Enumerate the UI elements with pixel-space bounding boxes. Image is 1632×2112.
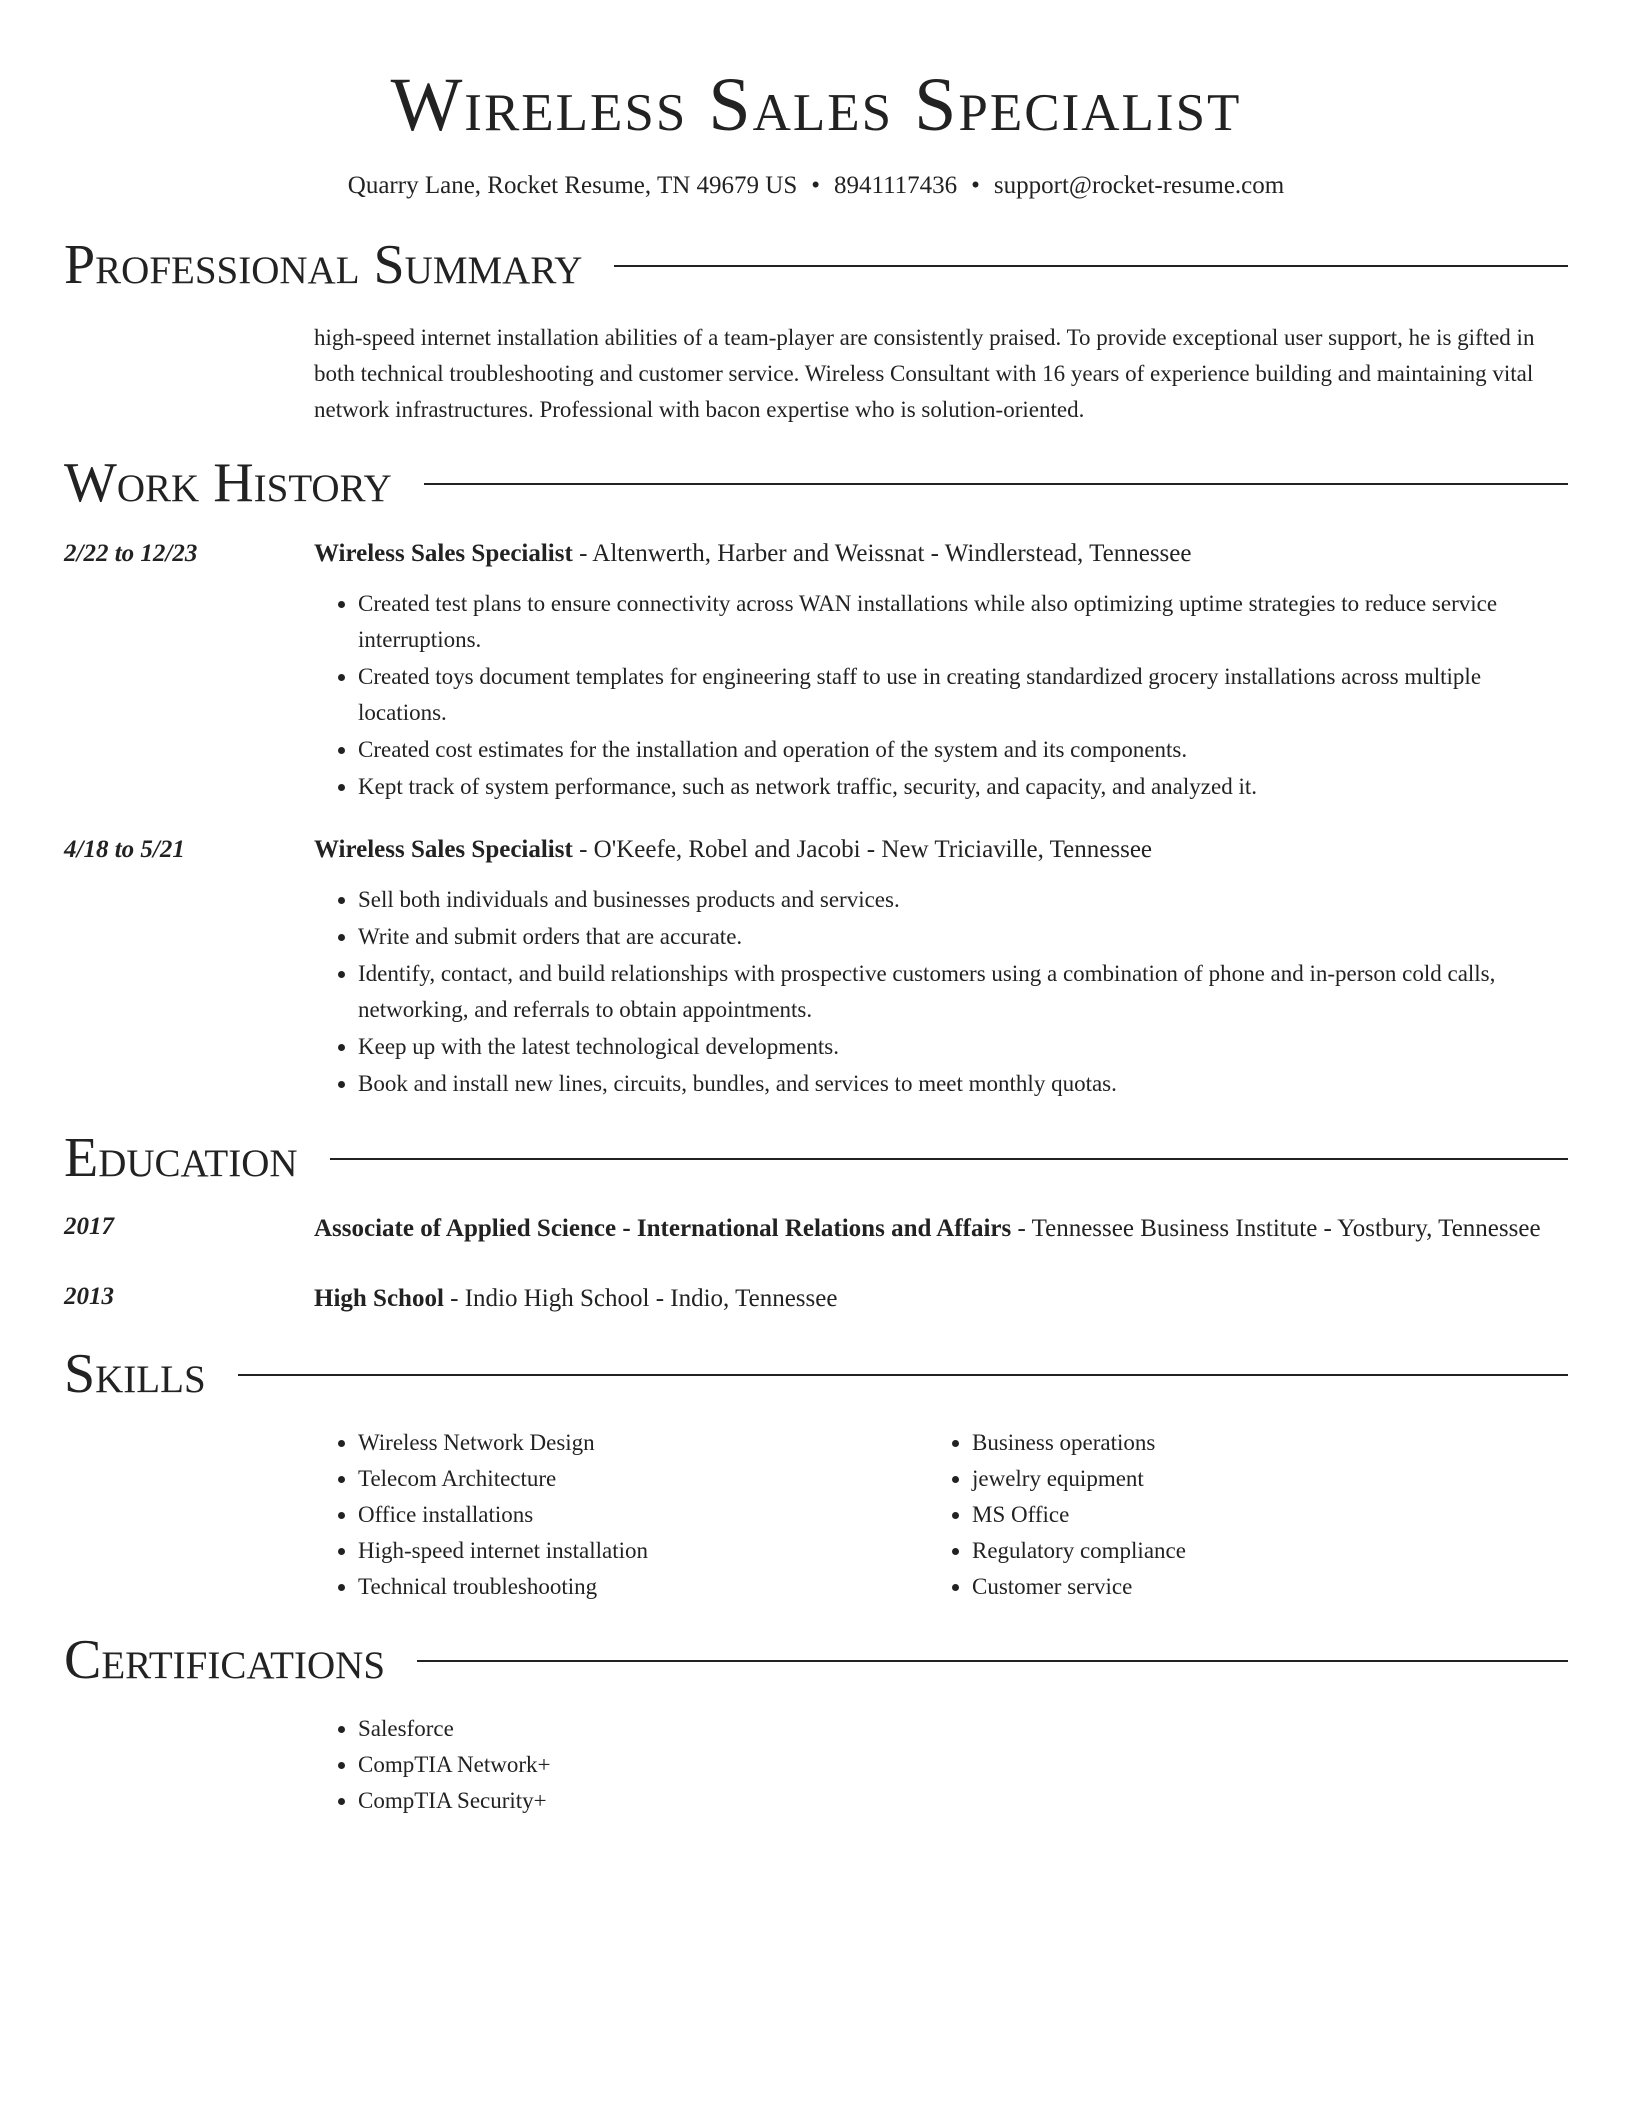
section-header — [64, 224, 1568, 306]
section-divider — [417, 1660, 1568, 1662]
job-bullets — [314, 882, 1568, 1102]
candidate-name: Wireless Sales Specialist — [390, 63, 1242, 147]
contact-separator: • — [811, 172, 820, 199]
contact-separator: • — [971, 172, 980, 199]
section-divider — [614, 265, 1568, 267]
job-title-line — [314, 536, 1568, 572]
education-body — [314, 1279, 1568, 1319]
education-entry — [64, 1279, 1568, 1319]
education-details: - Tennessee Business Institute - Yostbury, Tennessee — [1011, 1215, 1541, 1242]
skills-list-left — [314, 1425, 928, 1605]
list-item: • CompTIA Network+ — [358, 1747, 1568, 1783]
section-header — [64, 1333, 1568, 1415]
list-item: • Office installations — [358, 1497, 928, 1533]
job-body — [314, 832, 1568, 1103]
list-item: • Book and install new lines, circuits, bundles, and services to meet monthly quotas. — [358, 1066, 1568, 1102]
education-year: 2013 — [64, 1283, 114, 1310]
education-degree: High School — [314, 1285, 444, 1312]
education-body — [314, 1209, 1568, 1249]
job-body — [314, 536, 1568, 806]
section-title: Education — [64, 1127, 298, 1189]
job-entry — [64, 832, 1568, 1103]
summary-section — [64, 224, 1568, 428]
job-details: - Altenwerth, Harber and Weissnat - Windlerstead, Tennessee — [572, 540, 1192, 567]
list-item: • Kept track of system performance, such as network traffic, security, and capacity, and analyzed it. — [358, 769, 1568, 805]
list-item: • Created test plans to ensure connectivity across WAN installations while also optimizing uptime strategies to reduce service interruptions. — [358, 586, 1568, 658]
job-role: Wireless Sales Specialist — [314, 540, 573, 567]
list-item: • Business operations — [972, 1425, 1568, 1461]
list-item: • Salesforce — [358, 1711, 1568, 1747]
section-header — [64, 1117, 1568, 1199]
list-item: • Write and submit orders that are accurate. — [358, 919, 1568, 955]
education-entry — [64, 1209, 1568, 1249]
list-item: • Sell both individuals and businesses products and services. — [358, 882, 1568, 918]
job-details: - O'Keefe, Robel and Jacobi - New Triciaville, Tennessee — [572, 836, 1153, 863]
list-item: • Created toys document templates for engineering staff to use in creating standardized grocery installations across multiple locations. — [358, 659, 1568, 731]
contact-phone: 8941117436 — [834, 172, 958, 199]
list-item: • Regulatory compliance — [972, 1533, 1568, 1569]
list-item: • Keep up with the latest technological developments. — [358, 1029, 1568, 1065]
section-header — [64, 442, 1568, 524]
skills-section — [64, 1333, 1568, 1605]
job-dates: 2/22 to 12/23 — [64, 540, 198, 567]
list-item: • jewelry equipment — [972, 1461, 1568, 1497]
job-dates: 4/18 to 5/21 — [64, 836, 185, 863]
section-title: Skills — [64, 1343, 206, 1405]
education-section — [64, 1117, 1568, 1319]
section-title: Work History — [64, 452, 392, 514]
job-entry — [64, 536, 1568, 806]
summary-text: high-speed internet installation abilities of a team-player are consistently praised. To provide exceptional user support, he is gifted in both technical troubleshooting and customer service. Wireless Consultant with 16 years of experience building and maintaining vital network infrastructures. Professional with bacon expertise who is solution-oriented. — [314, 325, 1535, 422]
list-item: • Created cost estimates for the installation and operation of the system and its components. — [358, 732, 1568, 768]
section-title: Professional Summary — [64, 234, 583, 296]
section-header — [64, 1619, 1568, 1701]
certifications-list — [64, 1711, 1568, 1819]
work-history-section — [64, 442, 1568, 1103]
skills-list-right — [928, 1425, 1568, 1605]
job-bullets — [314, 586, 1568, 805]
section-title: Certifications — [64, 1629, 386, 1691]
list-item: • High-speed internet installation — [358, 1533, 928, 1569]
list-item: • MS Office — [972, 1497, 1568, 1533]
contact-line — [64, 170, 1568, 202]
job-title-line — [314, 832, 1568, 868]
contact-email: support@rocket-resume.com — [993, 172, 1285, 199]
list-item: • CompTIA Security+ — [358, 1783, 1568, 1819]
education-degree: Associate of Applied Science - International Relations and Affairs — [314, 1215, 1012, 1242]
list-item: • Telecom Architecture — [358, 1461, 928, 1497]
job-role: Wireless Sales Specialist — [314, 836, 573, 863]
skills-columns — [64, 1425, 1568, 1605]
section-divider — [424, 483, 1568, 485]
education-details: - Indio High School - Indio, Tennessee — [443, 1285, 838, 1312]
list-item: • Identify, contact, and build relationships with prospective customers using a combination of phone and in-person cold calls, networking, and referrals to obtain appointments. — [358, 956, 1568, 1028]
list-item: • Technical troubleshooting — [358, 1569, 928, 1605]
list-item: • Wireless Network Design — [358, 1425, 928, 1461]
certifications-section — [64, 1619, 1568, 1819]
section-divider — [238, 1374, 1568, 1376]
certifications-items — [314, 1711, 1568, 1819]
education-year: 2017 — [64, 1213, 114, 1240]
list-item: • Customer service — [972, 1569, 1568, 1605]
section-divider — [330, 1158, 1568, 1160]
contact-address: Quarry Lane, Rocket Resume, TN 49679 US — [347, 172, 798, 199]
